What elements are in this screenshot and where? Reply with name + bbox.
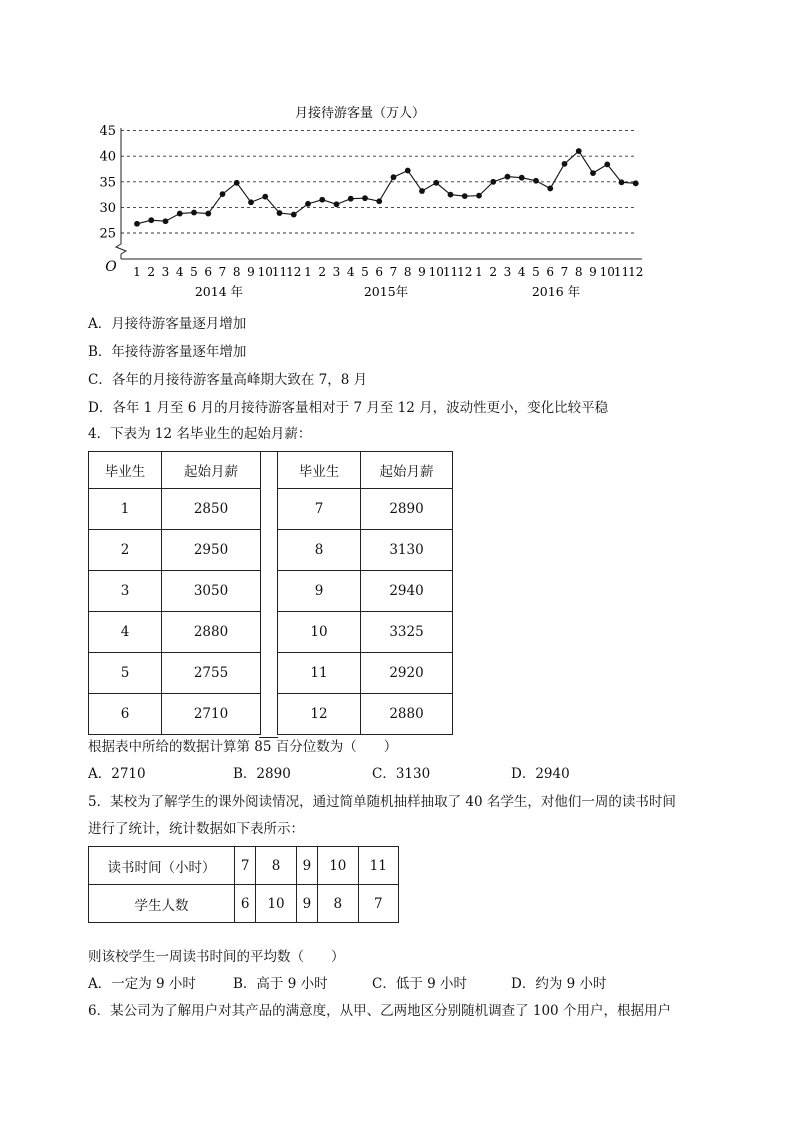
graduate-id-cell: 9 [278, 571, 361, 612]
table-row [89, 653, 261, 694]
salary-cell: 2755 [162, 653, 261, 694]
graduate-id-cell: 7 [278, 489, 361, 530]
table-row [278, 694, 453, 735]
graduate-id-cell: 2 [89, 530, 162, 571]
q5-count-cell: 8 [318, 885, 358, 923]
salary-cell: 3130 [361, 530, 453, 571]
salary-cell: 2880 [162, 612, 261, 653]
table-row [89, 489, 261, 530]
data-point [163, 218, 169, 224]
x-tick-label: 1 [475, 265, 483, 279]
x-tick-label: 1 [133, 265, 141, 279]
x-tick-label: 4 [517, 265, 526, 279]
x-tick-label: 10 [428, 265, 444, 279]
data-point [547, 186, 553, 192]
data-point [305, 201, 311, 207]
data-point [248, 199, 254, 205]
y-tick-label: 40 [99, 149, 116, 165]
data-point [462, 193, 468, 199]
salary-cell: 2890 [361, 489, 453, 530]
q5-hour-cell: 10 [318, 847, 358, 885]
q5-count-cell: 6 [235, 885, 256, 923]
year-label: 2014 年 [194, 284, 244, 299]
chart-title: 月接待游客量（万人） [294, 106, 426, 121]
table-row [89, 694, 261, 735]
table-row [278, 612, 453, 653]
x-tick-label: 7 [560, 265, 569, 279]
q5-count-cell: 10 [256, 885, 296, 923]
x-tick-label: 11 [271, 265, 288, 279]
chart-axes [116, 128, 642, 259]
x-tick-label: 8 [232, 265, 241, 279]
data-point [405, 168, 411, 174]
chart-year-labels [195, 284, 580, 299]
x-tick-label: 2 [318, 265, 327, 279]
q5-hour-cell: 8 [256, 847, 296, 885]
data-point [448, 192, 454, 198]
data-point [590, 170, 596, 176]
x-tick-label: 4 [346, 265, 355, 279]
q5-count-cell: 9 [296, 885, 317, 923]
data-point [419, 188, 425, 194]
x-tick-label: 2 [489, 265, 498, 279]
x-tick-label: 7 [389, 265, 398, 279]
year-label: 2015年 [363, 284, 409, 299]
q3-option-b: B．年接待游客量逐年增加 [88, 344, 247, 360]
q4-option-b: B．2890 [233, 766, 291, 782]
chart-gridlines [121, 131, 637, 233]
q4-option-d: D．2940 [511, 766, 570, 782]
x-tick-label: 10 [599, 265, 615, 279]
chart-origin-label: O [105, 259, 117, 275]
q4-option-a: A．2710 [88, 766, 146, 782]
x-tick-label: 2 [147, 265, 156, 279]
q5-option-a: A．一定为 9 小时 [88, 976, 196, 992]
x-tick-label: 12 [628, 265, 644, 279]
q5-stem-line1: 5．某校为了解学生的课外阅读情况，通过简单随机抽样抽取了 40 名学生，对他们一周的读书时间 [88, 794, 676, 810]
x-tick-label: 5 [190, 265, 198, 279]
table-header: 毕业生 [89, 452, 162, 489]
q5-option-c: C．低于 9 小时 [372, 976, 468, 992]
q3-option-d: D．各年 1 月至 6 月的月接待游客量相对于 7 月至 12 月，波动性更小，变化比较平稳 [88, 400, 609, 416]
x-tick-label: 12 [286, 265, 302, 279]
q5-hour-cell: 9 [296, 847, 317, 885]
data-point [220, 191, 226, 197]
x-tick-label: 3 [332, 265, 341, 279]
table-row [278, 489, 453, 530]
q5-hour-cell: 7 [235, 847, 256, 885]
q4-question: 根据表中所给的数据计算第 85 百分位数为（ ） [88, 739, 398, 755]
x-tick-label: 6 [375, 265, 384, 279]
chart-series [134, 148, 639, 227]
data-point [148, 217, 154, 223]
series-line [137, 151, 636, 224]
chart-x-ticks [133, 265, 643, 279]
data-point [319, 197, 325, 203]
data-point [533, 178, 539, 184]
x-tick-label: 11 [613, 265, 630, 279]
table-row [89, 530, 261, 571]
x-tick-label: 8 [403, 265, 412, 279]
x-tick-label: 4 [175, 265, 184, 279]
graduate-id-cell: 10 [278, 612, 361, 653]
data-point [177, 211, 183, 217]
data-point [490, 179, 496, 185]
q5-row1-label: 读书时间（小时） [89, 847, 235, 885]
y-tick-label: 35 [99, 175, 116, 191]
table-header: 起始月薪 [361, 452, 453, 489]
x-tick-label: 5 [361, 265, 369, 279]
data-point [262, 194, 268, 200]
axis-break-mark [116, 244, 126, 254]
graduate-id-cell: 6 [89, 694, 162, 735]
data-point [234, 180, 240, 186]
salary-cell: 2850 [162, 489, 261, 530]
salary-cell: 3325 [361, 612, 453, 653]
data-point [391, 174, 397, 180]
q4-table-right [277, 451, 453, 735]
x-tick-label: 9 [589, 265, 597, 279]
q5-option-b: B．高于 9 小时 [233, 976, 328, 992]
q5-table [88, 846, 399, 923]
graduate-id-cell: 11 [278, 653, 361, 694]
salary-cell: 2880 [361, 694, 453, 735]
q5-row2-label: 学生人数 [89, 885, 235, 923]
x-tick-label: 6 [546, 265, 555, 279]
graduate-id-cell: 3 [89, 571, 162, 612]
graduate-id-cell: 4 [89, 612, 162, 653]
data-point [376, 198, 382, 204]
table-row [278, 571, 453, 612]
data-point [205, 211, 211, 217]
data-point [277, 210, 283, 216]
q5-option-d: D．约为 9 小时 [511, 976, 607, 992]
y-tick-label: 25 [99, 226, 116, 242]
q6-stem: 6．某公司为了解用户对其产品的满意度，从甲、乙两地区分别随机调查了 100 个用户，根据用户 [88, 1003, 671, 1019]
salary-cell: 2940 [361, 571, 453, 612]
graduate-id-cell: 1 [89, 489, 162, 530]
y-tick-label: 45 [99, 124, 116, 140]
q4-stem: 4．下表为 12 名毕业生的起始月薪： [88, 426, 312, 442]
data-point [505, 174, 511, 180]
graduate-id-cell: 8 [278, 530, 361, 571]
q4-table-left [88, 451, 261, 735]
chart-y-ticks [99, 124, 116, 241]
x-tick-label: 10 [257, 265, 273, 279]
x-tick-label: 9 [418, 265, 426, 279]
table-row [278, 530, 453, 571]
q3-option-c: C．各年的月接待游客量高峰期大致在 7，8 月 [88, 372, 368, 388]
q5-count-cell: 7 [358, 885, 398, 923]
salary-cell: 3050 [162, 571, 261, 612]
x-tick-label: 7 [218, 265, 227, 279]
table-gap [259, 451, 278, 738]
x-tick-label: 11 [442, 265, 459, 279]
data-point [576, 148, 582, 154]
salary-cell: 2950 [162, 530, 261, 571]
data-point [433, 180, 439, 186]
y-tick-label: 30 [99, 200, 116, 216]
q4-option-c: C．3130 [372, 766, 431, 782]
q5-question: 则该校学生一周读书时间的平均数（ ） [88, 949, 345, 965]
table-header: 毕业生 [278, 452, 361, 489]
x-tick-label: 5 [532, 265, 540, 279]
x-tick-label: 3 [503, 265, 512, 279]
table-row [278, 653, 453, 694]
data-point [619, 179, 625, 185]
x-tick-label: 3 [161, 265, 170, 279]
salary-cell: 2710 [162, 694, 261, 735]
q5-stem-line2: 进行了统计，统计数据如下表所示： [88, 821, 304, 837]
q5-hour-cell: 11 [358, 847, 398, 885]
data-point [191, 210, 197, 216]
data-point [348, 196, 354, 202]
year-label: 2016 年 [531, 284, 581, 299]
data-point [362, 195, 368, 201]
data-point [291, 212, 297, 218]
table-row [89, 571, 261, 612]
x-tick-label: 9 [247, 265, 255, 279]
graduate-id-cell: 5 [89, 653, 162, 694]
salary-cell: 2920 [361, 653, 453, 694]
q3-option-a: A．月接待游客量逐月增加 [88, 316, 247, 332]
data-point [562, 161, 568, 167]
data-point [519, 175, 525, 181]
data-point [334, 201, 340, 207]
table-header: 起始月薪 [162, 452, 261, 489]
data-point [633, 180, 639, 186]
x-tick-label: 8 [574, 265, 583, 279]
x-tick-label: 12 [457, 265, 473, 279]
data-point [604, 161, 610, 167]
data-point [476, 193, 482, 199]
graduate-id-cell: 12 [278, 694, 361, 735]
table-row [89, 612, 261, 653]
data-point [134, 221, 140, 227]
x-tick-label: 1 [304, 265, 312, 279]
visitor-line-chart [0, 0, 794, 310]
x-tick-label: 6 [204, 265, 213, 279]
